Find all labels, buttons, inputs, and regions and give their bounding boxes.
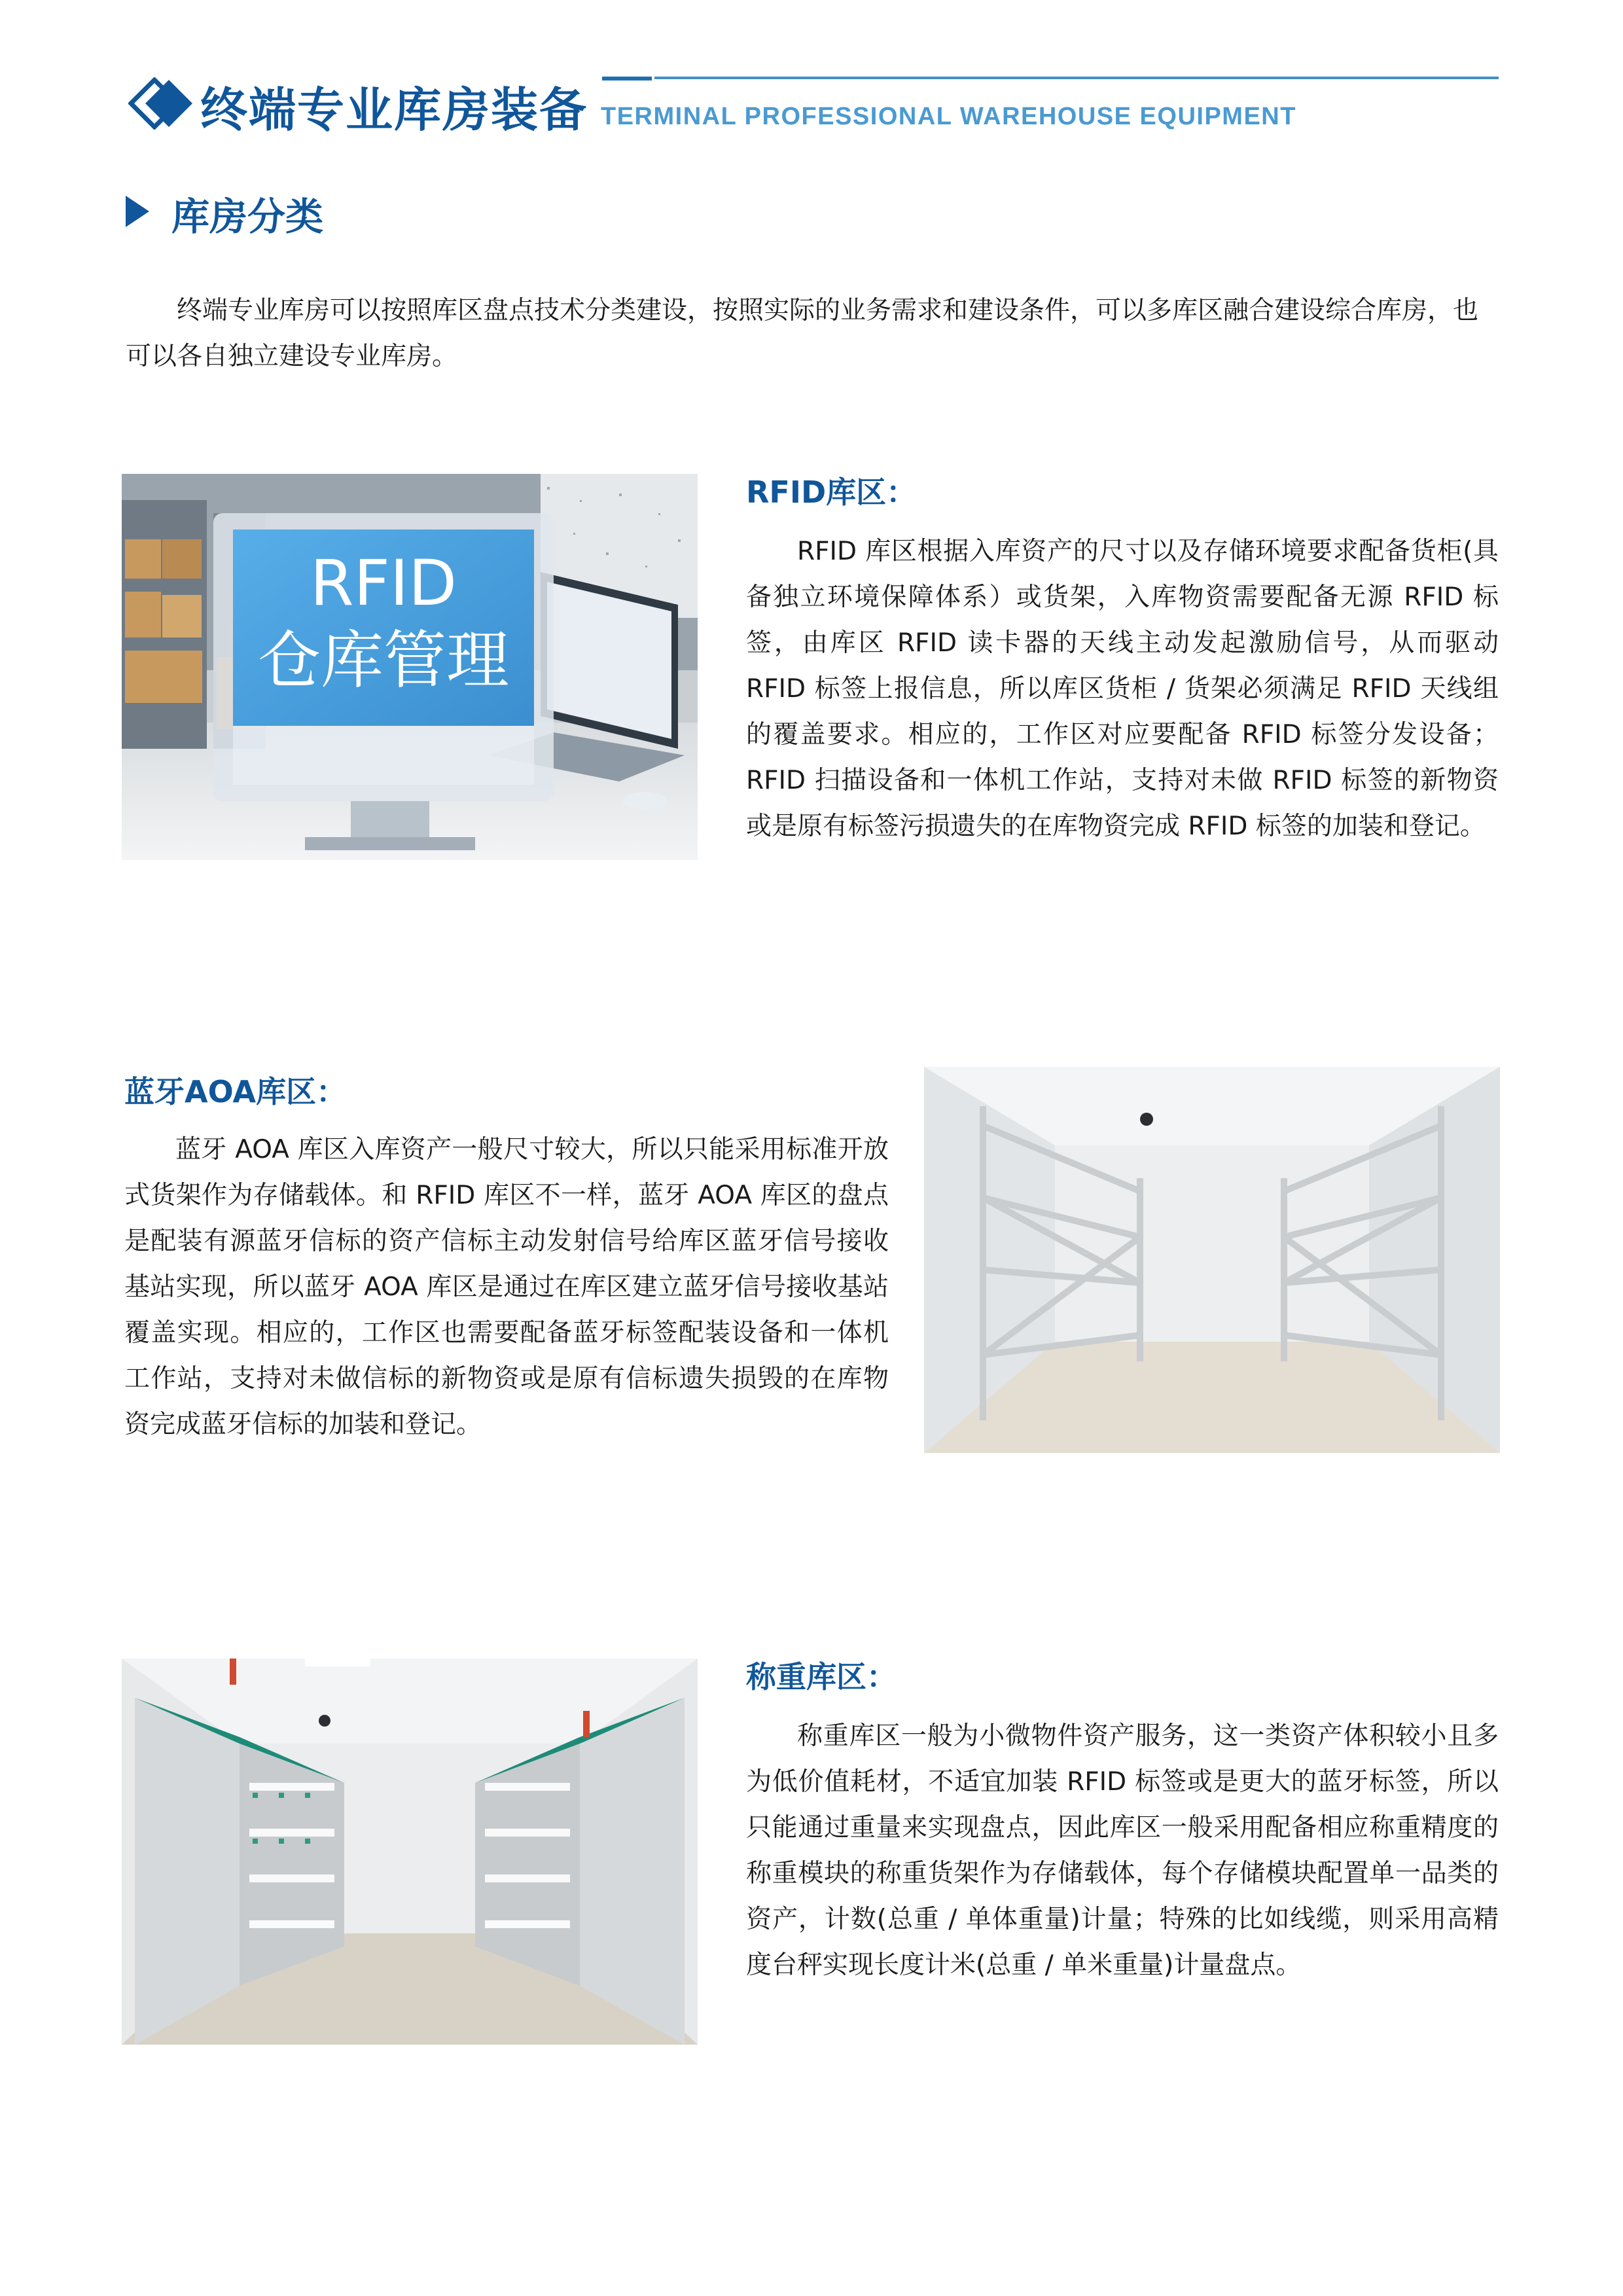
weighing-title: 称重库区： xyxy=(746,1659,897,1695)
bluetooth-title: 蓝牙AOA库区： xyxy=(124,1074,347,1109)
header-rule xyxy=(654,77,1499,79)
rfid-image-line2: 仓库管理 xyxy=(258,624,509,697)
diamond-logo-icon xyxy=(128,77,194,130)
triangle-bullet-icon xyxy=(124,194,151,228)
rfid-image-line1: RFID xyxy=(310,547,457,620)
page-subtitle-en: TERMINAL PROFESSIONAL WAREHOUSE EQUIPMENT xyxy=(601,103,1296,130)
weighing-paragraph: 称重库区一般为小微物件资产服务，这一类资产体积较小且多为低价值耗材，不适宜加装 RFID 标签或是更大的蓝牙标签，所以只能通过重量来实现盘点，因此库区一般采用配备相应称重精度的称重模块的称重货架作为存储载体，每个存储模块配置单一品类的资产，计数(总重 / 单体重量)计量；特殊的比如线缆，则采用高精度台秤实现长度计米(总重 / 单米重量)计量盘点。 xyxy=(746,1721,1499,1980)
section-title: 库房分类 xyxy=(171,194,324,239)
rfid-title: RFID库区： xyxy=(746,475,917,510)
header-rule-accent xyxy=(602,77,652,81)
rfid-paragraph: RFID 库区根据入库资产的尺寸以及存储环境要求配备货柜(具备独立环境保障体系）或货架，入库物资需要配备无源 RFID 标签，由库区 RFID 读卡器的天线主动发起激励信号，从而驱动 RFID 标签上报信息，所以库区货柜 / 货架必须满足 RFID 天线组的覆盖要求。相应的，工作区对应要配备 RFID 标签分发设备；RFID 扫描设备和一体机工作站，支持对未做 RFID 标签的新物资或是原有标签污损遗失的在库物资完成 RFID 标签的加装和登记。 xyxy=(746,537,1499,841)
bluetooth-paragraph: 蓝牙 AOA 库区入库资产一般尺寸较大，所以只能采用标准开放式货架作为存储载体。和 RFID 库区不一样，蓝牙 AOA 库区的盘点是配装有源蓝牙信标的资产信标主动发射信号给库区蓝牙信号接收基站实现，所以蓝牙 AOA 库区是通过在库区建立蓝牙信号接收基站覆盖实现。相应的，工作区也需要配备蓝牙标签配装设备和一体机工作站，支持对未做信标的新物资或是原有信标遗失损毁的在库物资完成蓝牙信标的加装和登记。 xyxy=(124,1135,889,1439)
page-title: 终端专业库房装备 xyxy=(200,82,588,137)
bluetooth-shelf-image xyxy=(924,1067,1500,1453)
rfid-warehouse-image xyxy=(122,474,698,860)
intro-paragraph: 终端专业库房可以按照库区盘点技术分类建设，按照实际的业务需求和建设条件，可以多库区融合建设综合库房，也可以各自独立建设专业库房。 xyxy=(126,296,1479,371)
weighing-shelf-image xyxy=(122,1659,698,2045)
